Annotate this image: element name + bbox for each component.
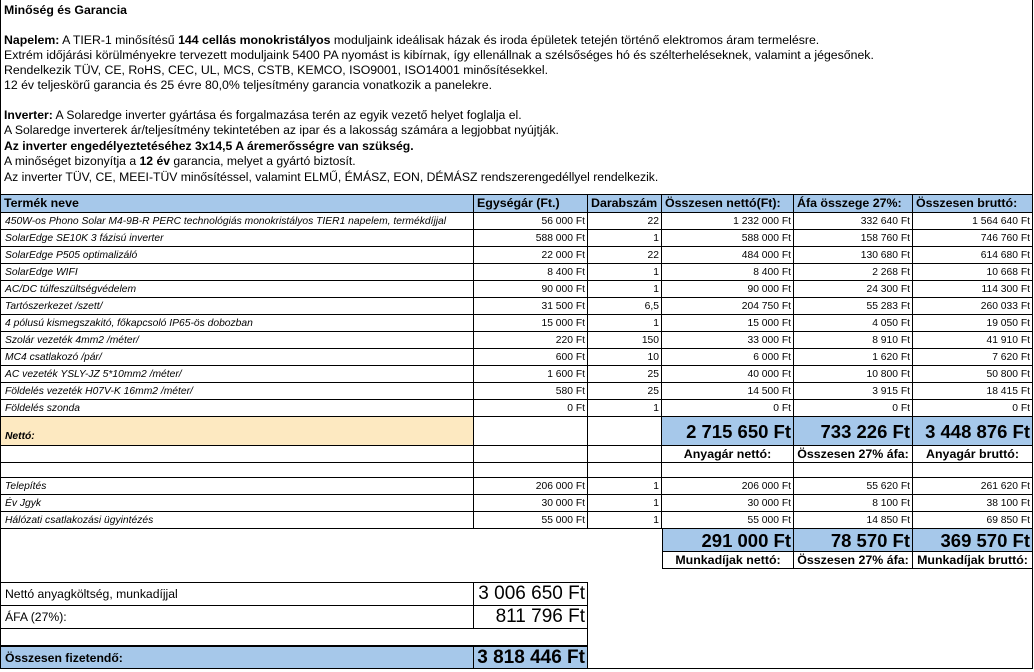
table-cell: 0 Ft bbox=[662, 400, 794, 417]
table-cell: 588 000 Ft bbox=[474, 230, 588, 247]
table-cell: 90 000 Ft bbox=[474, 281, 588, 298]
table-cell: 1 bbox=[588, 495, 662, 512]
table-cell: 6 000 Ft bbox=[662, 349, 794, 366]
empty-cell bbox=[0, 463, 474, 478]
table-cell: 33 000 Ft bbox=[662, 332, 794, 349]
text: garancia, melyet a gyártó biztosít. bbox=[170, 154, 356, 169]
header-unit-price: Egységár (Ft.) bbox=[474, 194, 588, 213]
napelem-label: Napelem: bbox=[4, 33, 60, 47]
table-cell: 15 000 Ft bbox=[474, 315, 588, 332]
summary-netto-value: 3 006 650 Ft bbox=[474, 582, 588, 606]
empty-cell bbox=[474, 463, 588, 478]
product-name: MC4 csatlakozó /pár/ bbox=[0, 349, 474, 366]
material-net-total: 2 715 650 Ft bbox=[662, 417, 794, 446]
table-cell: 31 500 Ft bbox=[474, 298, 588, 315]
product-name: 4 pólusú kismegszakitó, főkapcsoló IP65-ös dobozban bbox=[0, 315, 474, 332]
table-cell: 260 033 Ft bbox=[913, 298, 1033, 315]
material-net-label: Anyagár nettó: bbox=[662, 446, 794, 463]
napelem-line: Rendelkezik TÜV, CE, RoHS, CEC, UL, MCS, CSTB, KEMCO, ISO9001, ISO14001 minősítésekkel. bbox=[4, 63, 548, 77]
table-cell: 8 100 Ft bbox=[794, 495, 913, 512]
table-cell: 7 620 Ft bbox=[913, 349, 1033, 366]
text: A TIER-1 minősítésű bbox=[59, 33, 179, 47]
table-cell: 50 800 Ft bbox=[913, 366, 1033, 383]
table-cell: 8 910 Ft bbox=[794, 332, 913, 349]
product-name: SolarEdge WIFI bbox=[0, 264, 474, 281]
product-name: Földelés vezeték H07V-K 16mm2 /méter/ bbox=[0, 383, 474, 400]
table-cell: 56 000 Ft bbox=[474, 213, 588, 230]
table-cell: 19 050 Ft bbox=[913, 315, 1033, 332]
table-cell: 38 100 Ft bbox=[913, 495, 1033, 512]
empty-cell bbox=[913, 463, 1033, 478]
service-name: Év Jgyk bbox=[0, 495, 474, 512]
material-gross-total: 3 448 876 Ft bbox=[913, 417, 1033, 446]
header-quantity: Darabszám bbox=[588, 194, 662, 213]
empty-cell bbox=[474, 446, 588, 463]
table-cell: 4 050 Ft bbox=[794, 315, 913, 332]
page-title: Minőség és Garancia bbox=[4, 3, 128, 17]
summary-total-label: Összesen fizetendő: bbox=[0, 646, 474, 669]
service-name: Telepítés bbox=[0, 478, 474, 495]
table-cell: 588 000 Ft bbox=[662, 230, 794, 247]
product-name: Szolár vezeték 4mm2 /méter/ bbox=[0, 332, 474, 349]
summary-spacer bbox=[474, 629, 588, 646]
table-cell: 30 000 Ft bbox=[474, 495, 588, 512]
text: A minőséget bizonyítja a bbox=[4, 154, 140, 169]
labor-vat-total: 78 570 Ft bbox=[794, 529, 913, 552]
table-cell: 614 680 Ft bbox=[913, 247, 1033, 264]
product-name: Tartószerkezet /szett/ bbox=[0, 298, 474, 315]
table-cell: 746 760 Ft bbox=[913, 230, 1033, 247]
table-cell: 261 620 Ft bbox=[913, 478, 1033, 495]
inverter-line: A Solaredge inverterek ár/teljesítmény tekintetében az ipar és a lakosság számára a legjobbat nyújtják. bbox=[4, 123, 559, 138]
table-cell: 3 915 Ft bbox=[794, 383, 913, 400]
product-name: SolarEdge SE10K 3 fázisú inverter bbox=[0, 230, 474, 247]
table-cell: 1 bbox=[588, 315, 662, 332]
material-gross-label: Anyagár bruttó: bbox=[913, 446, 1033, 463]
labor-gross-label: Munkadíjak bruttó: bbox=[913, 552, 1033, 569]
product-name: AC/DC túlfeszültségvédelem bbox=[0, 281, 474, 298]
inverter-line: Az inverter TÜV, CE, MEEI-TÜV minősítéssel, valamint ELMŰ, ÉMÁSZ, EON, DÉMÁSZ rendszerengedéllyel rendelkezik. bbox=[4, 169, 659, 184]
table-cell: 158 760 Ft bbox=[794, 230, 913, 247]
empty-cell bbox=[0, 446, 474, 463]
table-cell: 10 668 Ft bbox=[913, 264, 1033, 281]
material-vat-total: 733 226 Ft bbox=[794, 417, 913, 446]
table-cell: 114 300 Ft bbox=[913, 281, 1033, 298]
table-cell: 6,5 bbox=[588, 298, 662, 315]
table-cell: 0 Ft bbox=[794, 400, 913, 417]
text: moduljaink ideálisak házak és iroda épületek tetején történő elektromos áram termelésre. bbox=[330, 33, 820, 47]
product-name: 450W-os Phono Solar M4-9B-R PERC technológiás monokristályos TIER1 napelem, termékdíjjal bbox=[0, 213, 474, 230]
table-cell: 10 bbox=[588, 349, 662, 366]
table-cell: 10 800 Ft bbox=[794, 366, 913, 383]
netto-label: Nettó: bbox=[0, 417, 474, 446]
table-cell: 25 bbox=[588, 366, 662, 383]
table-cell: 55 620 Ft bbox=[794, 478, 913, 495]
table-cell: 2 268 Ft bbox=[794, 264, 913, 281]
labor-net-label: Munkadíjak nettó: bbox=[662, 552, 794, 569]
table-cell: 1 bbox=[588, 512, 662, 529]
service-name: Hálózati csatlakozási ügyintézés bbox=[0, 512, 474, 529]
empty-cell bbox=[794, 463, 913, 478]
table-cell: 206 000 Ft bbox=[662, 478, 794, 495]
table-cell: 0 Ft bbox=[474, 400, 588, 417]
table-cell: 25 bbox=[588, 383, 662, 400]
empty-cell bbox=[588, 417, 662, 446]
table-cell: 1 bbox=[588, 264, 662, 281]
summary-total-value: 3 818 446 Ft bbox=[474, 646, 588, 669]
table-cell: 1 232 000 Ft bbox=[662, 213, 794, 230]
product-name: AC vezeték YSLY-JZ 5*10mm2 /méter/ bbox=[0, 366, 474, 383]
table-cell: 15 000 Ft bbox=[662, 315, 794, 332]
header-net-total: Összesen nettó(Ft): bbox=[662, 194, 794, 213]
table-cell: 8 400 Ft bbox=[474, 264, 588, 281]
table-cell: 22 bbox=[588, 247, 662, 264]
table-cell: 600 Ft bbox=[474, 349, 588, 366]
table-cell: 69 850 Ft bbox=[913, 512, 1033, 529]
table-cell: 220 Ft bbox=[474, 332, 588, 349]
empty-cell bbox=[662, 463, 794, 478]
table-cell: 1 bbox=[588, 230, 662, 247]
table-cell: 1 bbox=[588, 281, 662, 298]
labor-gross-total: 369 570 Ft bbox=[913, 529, 1033, 552]
table-cell: 8 400 Ft bbox=[662, 264, 794, 281]
summary-afa-value: 811 796 Ft bbox=[474, 606, 588, 629]
empty-cell bbox=[588, 463, 662, 478]
table-cell: 332 640 Ft bbox=[794, 213, 913, 230]
table-cell: 1 bbox=[588, 478, 662, 495]
labor-vat-label: Összesen 27% áfa: bbox=[794, 552, 913, 569]
table-cell: 14 500 Ft bbox=[662, 383, 794, 400]
napelem-description bbox=[4, 33, 1024, 93]
table-cell: 150 bbox=[588, 332, 662, 349]
product-name: SolarEdge P505 optimalizáló bbox=[0, 247, 474, 264]
intro-section bbox=[4, 3, 1024, 185]
labor-net-total: 291 000 Ft bbox=[662, 529, 794, 552]
header-vat: Áfa összege 27%: bbox=[794, 194, 913, 213]
text-bold: 144 cellás monokristályos bbox=[178, 33, 331, 47]
table-cell: 22 bbox=[588, 213, 662, 230]
summary-netto-label: Nettó anyagköltség, munkadíjjal bbox=[0, 582, 474, 606]
table-cell: 30 000 Ft bbox=[662, 495, 794, 512]
summary-spacer bbox=[0, 629, 474, 646]
table-cell: 14 850 Ft bbox=[794, 512, 913, 529]
table-cell: 41 910 Ft bbox=[913, 332, 1033, 349]
table-cell: 22 000 Ft bbox=[474, 247, 588, 264]
table-cell: 24 300 Ft bbox=[794, 281, 913, 298]
inverter-description bbox=[4, 108, 1024, 185]
napelem-line: Extrém időjárási körülményekre tervezett moduljaink 5400 PA nyomást is kibírnak, így ellenállnak a szélsőséges hó és szélterheléseknek, valamint a jégesőnek. bbox=[4, 48, 874, 62]
text-bold: 12 év bbox=[139, 154, 170, 169]
table-cell: 90 000 Ft bbox=[662, 281, 794, 298]
table-cell: 204 750 Ft bbox=[662, 298, 794, 315]
text: A Solaredge inverter gyártása és forgalmazása terén az egyik vezető helyet foglalja el. bbox=[52, 108, 522, 122]
empty-cell bbox=[474, 417, 588, 446]
table-cell: 1 600 Ft bbox=[474, 366, 588, 383]
header-product-name: Termék neve bbox=[0, 194, 474, 213]
napelem-line: 12 év teljeskörű garancia és 25 évre 80,0% teljesítmény garancia vonatkozik a panelekre. bbox=[4, 78, 493, 92]
product-name: Földelés szonda bbox=[0, 400, 474, 417]
header-gross-total: Összesen bruttó: bbox=[913, 194, 1033, 213]
table-cell: 580 Ft bbox=[474, 383, 588, 400]
inverter-requirement: Az inverter engedélyeztetéséhez 3x14,5 A áremerősségre van szükség. bbox=[4, 138, 414, 153]
table-cell: 1 564 640 Ft bbox=[913, 213, 1033, 230]
table-cell: 18 415 Ft bbox=[913, 383, 1033, 400]
table-cell: 55 283 Ft bbox=[794, 298, 913, 315]
inverter-label: Inverter: bbox=[4, 108, 53, 122]
table-cell: 0 Ft bbox=[913, 400, 1033, 417]
table-cell: 40 000 Ft bbox=[662, 366, 794, 383]
table-cell: 1 620 Ft bbox=[794, 349, 913, 366]
table-cell: 484 000 Ft bbox=[662, 247, 794, 264]
table-cell: 55 000 Ft bbox=[474, 512, 588, 529]
summary-afa-label: ÁFA (27%): bbox=[0, 606, 474, 629]
empty-cell bbox=[588, 446, 662, 463]
table-cell: 55 000 Ft bbox=[662, 512, 794, 529]
table-cell: 206 000 Ft bbox=[474, 478, 588, 495]
material-vat-label: Összesen 27% áfa: bbox=[794, 446, 913, 463]
table-cell: 1 bbox=[588, 400, 662, 417]
table-cell: 130 680 Ft bbox=[794, 247, 913, 264]
